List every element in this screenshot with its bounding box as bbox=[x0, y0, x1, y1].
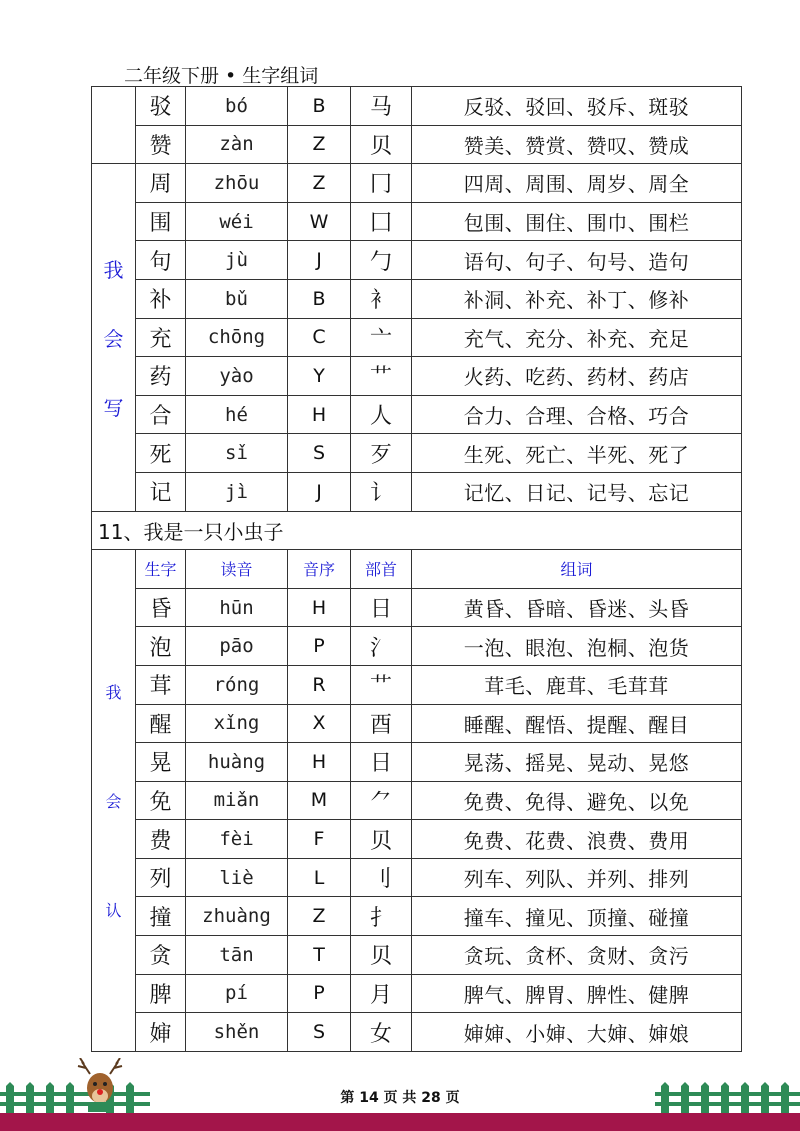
character-cell: 贪 bbox=[136, 936, 186, 975]
word-group-cell: 免费、花费、浪费、费用 bbox=[412, 820, 742, 859]
table-row bbox=[92, 318, 742, 357]
section-label-empty bbox=[92, 87, 136, 164]
letter-order-cell: X bbox=[288, 704, 351, 743]
radical-cell: 酉 bbox=[351, 704, 412, 743]
letter-order-cell: M bbox=[288, 781, 351, 820]
radical-cell: 亠 bbox=[351, 318, 412, 357]
letter-order-cell: W bbox=[288, 202, 351, 241]
table-row bbox=[92, 472, 742, 511]
character-cell: 列 bbox=[136, 858, 186, 897]
word-group-cell: 撞车、撞见、顶撞、碰撞 bbox=[412, 897, 742, 936]
lesson-title: 11、我是一只小虫子 bbox=[92, 511, 742, 550]
word-group-cell: 赞美、赞赏、赞叹、赞成 bbox=[412, 125, 742, 164]
word-group-cell: 合力、合理、合格、巧合 bbox=[412, 395, 742, 434]
letter-order-cell: Y bbox=[288, 357, 351, 396]
pinyin-cell: zàn bbox=[186, 125, 288, 164]
pinyin-cell: róng bbox=[186, 665, 288, 704]
radical-cell: 贝 bbox=[351, 820, 412, 859]
pinyin-cell: zhuàng bbox=[186, 897, 288, 936]
letter-order-cell: Z bbox=[288, 897, 351, 936]
page-number: 第 14 页 共 28 页 bbox=[340, 1090, 460, 1106]
pinyin-cell: jì bbox=[186, 472, 288, 511]
character-cell: 泡 bbox=[136, 627, 186, 666]
table-row bbox=[92, 936, 742, 975]
table-row bbox=[92, 241, 742, 280]
letter-order-cell: C bbox=[288, 318, 351, 357]
letter-order-cell: R bbox=[288, 665, 351, 704]
pinyin-cell: shěn bbox=[186, 1013, 288, 1052]
character-cell: 昏 bbox=[136, 588, 186, 627]
pinyin-cell: fèi bbox=[186, 820, 288, 859]
character-cell: 脾 bbox=[136, 974, 186, 1013]
letter-order-cell: Z bbox=[288, 125, 351, 164]
radical-cell: 讠 bbox=[351, 472, 412, 511]
radical-cell: 勹 bbox=[351, 241, 412, 280]
pinyin-cell: zhōu bbox=[186, 164, 288, 203]
table-row bbox=[92, 820, 742, 859]
table-row bbox=[92, 357, 742, 396]
word-group-cell: 一泡、眼泡、泡桐、泡货 bbox=[412, 627, 742, 666]
character-cell: 醒 bbox=[136, 704, 186, 743]
word-group-cell: 晃荡、摇晃、晃动、晃悠 bbox=[412, 743, 742, 782]
section-label-char: 会 bbox=[103, 326, 124, 351]
table-row bbox=[92, 897, 742, 936]
letter-order-cell: J bbox=[288, 241, 351, 280]
section-label-char: 会 bbox=[105, 791, 122, 811]
word-group-cell: 四周、周围、周岁、周全 bbox=[412, 164, 742, 203]
letter-order-cell: F bbox=[288, 820, 351, 859]
section-label bbox=[92, 164, 136, 511]
column-header-char: 生字 bbox=[136, 550, 186, 589]
letter-order-cell: L bbox=[288, 858, 351, 897]
letter-order-cell: J bbox=[288, 472, 351, 511]
radical-cell: 囗 bbox=[351, 202, 412, 241]
word-group-cell: 列车、列队、并列、排列 bbox=[412, 858, 742, 897]
pinyin-cell: hé bbox=[186, 395, 288, 434]
table-row bbox=[92, 87, 742, 126]
word-group-cell: 生死、死亡、半死、死了 bbox=[412, 434, 742, 473]
column-header-radical: 部首 bbox=[351, 550, 412, 589]
table-row bbox=[92, 588, 742, 627]
column-header-pinyin: 读音 bbox=[186, 550, 288, 589]
character-cell: 免 bbox=[136, 781, 186, 820]
radical-cell: 日 bbox=[351, 743, 412, 782]
pinyin-cell: pāo bbox=[186, 627, 288, 666]
section-label-char: 我 bbox=[103, 257, 124, 282]
pinyin-cell: bǔ bbox=[186, 279, 288, 318]
letter-order-cell: P bbox=[288, 627, 351, 666]
character-cell: 合 bbox=[136, 395, 186, 434]
table-row bbox=[92, 743, 742, 782]
section-label-char: 认 bbox=[105, 900, 122, 920]
word-group-cell: 火药、吃药、药材、药店 bbox=[412, 357, 742, 396]
radical-cell: 艹 bbox=[351, 357, 412, 396]
pinyin-cell: huàng bbox=[186, 743, 288, 782]
table-row bbox=[92, 1013, 742, 1052]
word-group-cell: 茸毛、鹿茸、毛茸茸 bbox=[412, 665, 742, 704]
character-cell: 赞 bbox=[136, 125, 186, 164]
lesson-title-row bbox=[92, 511, 742, 550]
table-row bbox=[92, 781, 742, 820]
character-cell: 记 bbox=[136, 472, 186, 511]
word-group-cell: 补洞、补充、补丁、修补 bbox=[412, 279, 742, 318]
radical-cell: 贝 bbox=[351, 125, 412, 164]
vocabulary-table bbox=[91, 86, 742, 1052]
character-cell: 围 bbox=[136, 202, 186, 241]
radical-cell: 衤 bbox=[351, 279, 412, 318]
radical-cell: 女 bbox=[351, 1013, 412, 1052]
character-cell: 死 bbox=[136, 434, 186, 473]
radical-cell: 扌 bbox=[351, 897, 412, 936]
letter-order-cell: B bbox=[288, 279, 351, 318]
word-group-cell: 婶婶、小婶、大婶、婶娘 bbox=[412, 1013, 742, 1052]
character-cell: 句 bbox=[136, 241, 186, 280]
letter-order-cell: B bbox=[288, 87, 351, 126]
pinyin-cell: xǐng bbox=[186, 704, 288, 743]
word-group-cell: 黄昏、昏暗、昏迷、头昏 bbox=[412, 588, 742, 627]
word-group-cell: 语句、句子、句号、造句 bbox=[412, 241, 742, 280]
letter-order-cell: P bbox=[288, 974, 351, 1013]
character-cell: 驳 bbox=[136, 87, 186, 126]
table-row bbox=[92, 395, 742, 434]
word-group-cell: 记忆、日记、记号、忘记 bbox=[412, 472, 742, 511]
word-group-cell: 免费、免得、避免、以免 bbox=[412, 781, 742, 820]
character-cell: 补 bbox=[136, 279, 186, 318]
radical-cell: 氵 bbox=[351, 627, 412, 666]
radical-cell: 艹 bbox=[351, 665, 412, 704]
letter-order-cell: S bbox=[288, 1013, 351, 1052]
letter-order-cell: H bbox=[288, 588, 351, 627]
column-header-words: 组词 bbox=[412, 550, 742, 589]
character-cell: 费 bbox=[136, 820, 186, 859]
table-row bbox=[92, 858, 742, 897]
letter-order-cell: Z bbox=[288, 164, 351, 203]
radical-cell: 马 bbox=[351, 87, 412, 126]
radical-cell: 刂 bbox=[351, 858, 412, 897]
letter-order-cell: H bbox=[288, 743, 351, 782]
character-cell: 婶 bbox=[136, 1013, 186, 1052]
letter-order-cell: H bbox=[288, 395, 351, 434]
table-row bbox=[92, 704, 742, 743]
character-cell: 周 bbox=[136, 164, 186, 203]
pinyin-cell: sǐ bbox=[186, 434, 288, 473]
section-label bbox=[92, 550, 136, 1052]
page-header-title: 二年级下册 • 生字组词 bbox=[124, 65, 319, 87]
column-header-order: 音序 bbox=[288, 550, 351, 589]
table-row bbox=[92, 202, 742, 241]
table-row bbox=[92, 279, 742, 318]
radical-cell: 日 bbox=[351, 588, 412, 627]
section-label-char: 我 bbox=[105, 682, 122, 702]
pinyin-cell: pí bbox=[186, 974, 288, 1013]
table-row bbox=[92, 125, 742, 164]
radical-cell: 歹 bbox=[351, 434, 412, 473]
column-header-row bbox=[92, 550, 742, 589]
pinyin-cell: hūn bbox=[186, 588, 288, 627]
pinyin-cell: yào bbox=[186, 357, 288, 396]
section-label-char: 写 bbox=[103, 395, 124, 420]
pinyin-cell: liè bbox=[186, 858, 288, 897]
pinyin-cell: jù bbox=[186, 241, 288, 280]
bottom-color-bar bbox=[0, 1113, 800, 1131]
word-group-cell: 包围、围住、围巾、围栏 bbox=[412, 202, 742, 241]
table-row bbox=[92, 164, 742, 203]
radical-cell: ⺈ bbox=[351, 781, 412, 820]
character-cell: 晃 bbox=[136, 743, 186, 782]
character-cell: 撞 bbox=[136, 897, 186, 936]
radical-cell: 冂 bbox=[351, 164, 412, 203]
word-group-cell: 反驳、驳回、驳斥、斑驳 bbox=[412, 87, 742, 126]
word-group-cell: 睡醒、醒悟、提醒、醒目 bbox=[412, 704, 742, 743]
table-row bbox=[92, 974, 742, 1013]
character-cell: 茸 bbox=[136, 665, 186, 704]
character-cell: 药 bbox=[136, 357, 186, 396]
pinyin-cell: wéi bbox=[186, 202, 288, 241]
radical-cell: 人 bbox=[351, 395, 412, 434]
pinyin-cell: bó bbox=[186, 87, 288, 126]
radical-cell: 月 bbox=[351, 974, 412, 1013]
letter-order-cell: S bbox=[288, 434, 351, 473]
table-row bbox=[92, 665, 742, 704]
word-group-cell: 贪玩、贪杯、贪财、贪污 bbox=[412, 936, 742, 975]
character-cell: 充 bbox=[136, 318, 186, 357]
word-group-cell: 脾气、脾胃、脾性、健脾 bbox=[412, 974, 742, 1013]
word-group-cell: 充气、充分、补充、充足 bbox=[412, 318, 742, 357]
letter-order-cell: T bbox=[288, 936, 351, 975]
table-row bbox=[92, 627, 742, 666]
pinyin-cell: miǎn bbox=[186, 781, 288, 820]
table-row bbox=[92, 434, 742, 473]
radical-cell: 贝 bbox=[351, 936, 412, 975]
pinyin-cell: tān bbox=[186, 936, 288, 975]
pinyin-cell: chōng bbox=[186, 318, 288, 357]
